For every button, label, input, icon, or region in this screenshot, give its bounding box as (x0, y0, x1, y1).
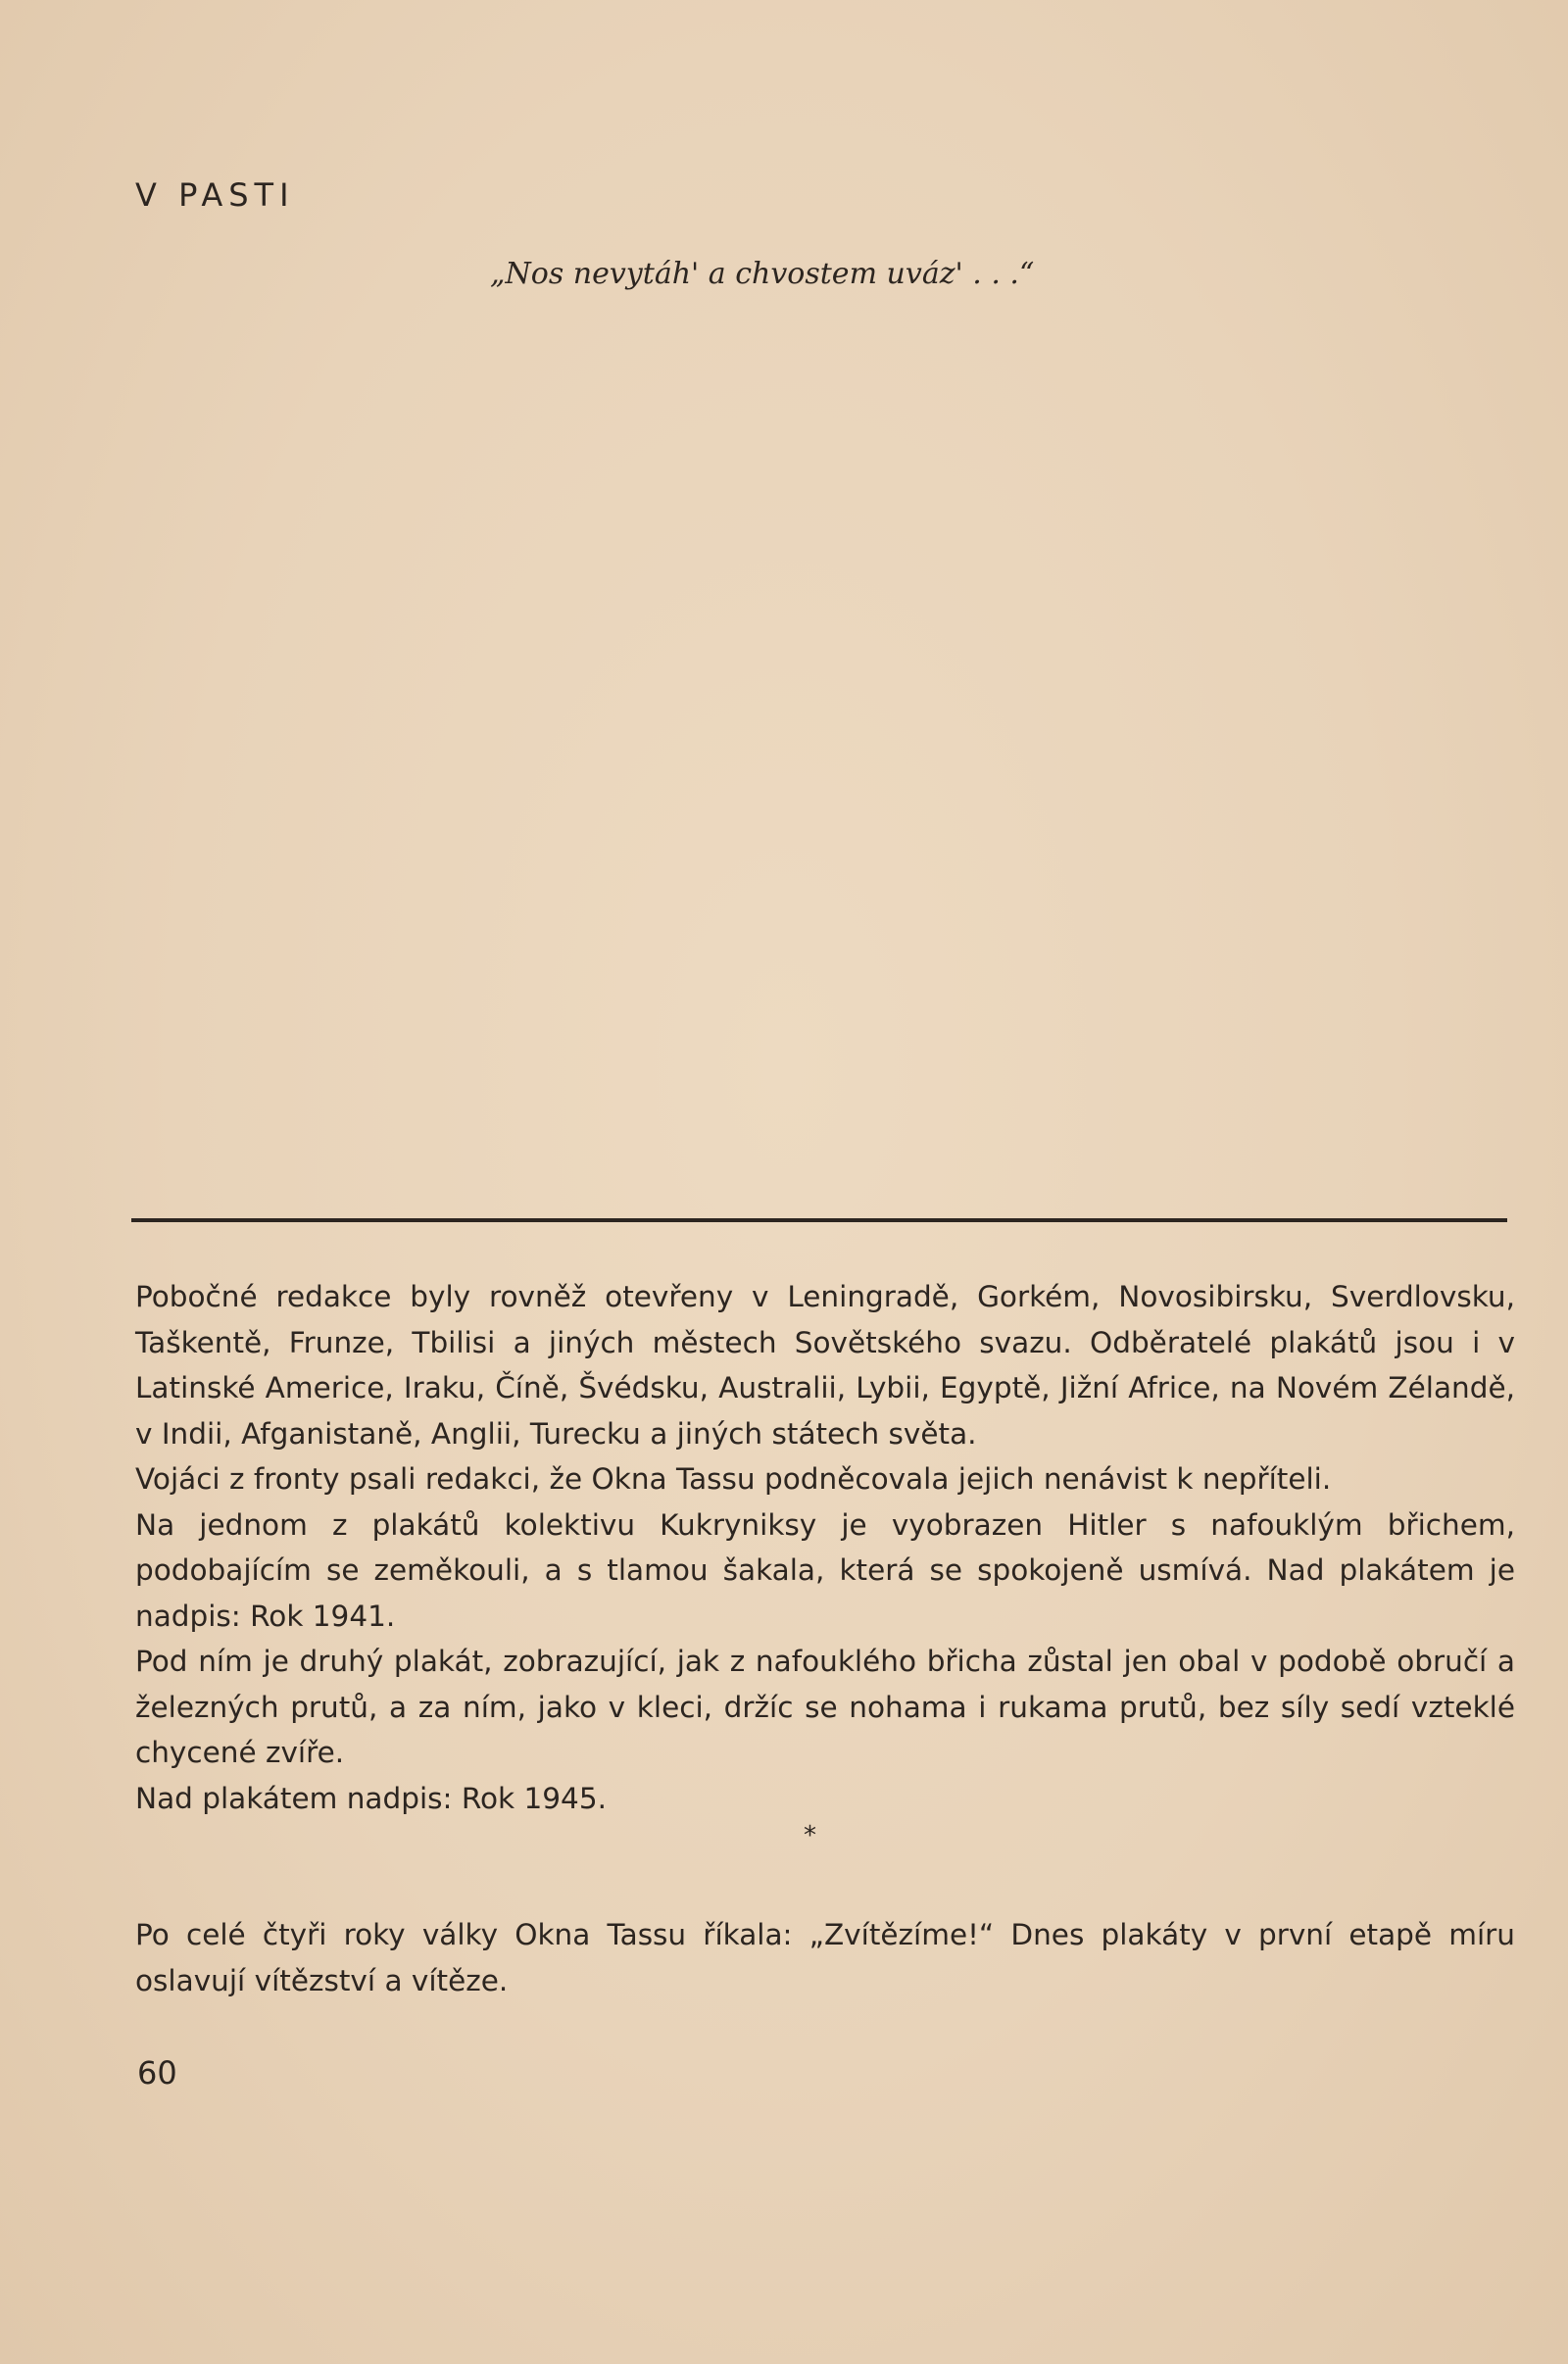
section-rule (131, 1218, 1507, 1222)
paragraph-poster-1945-description: Pod ním je druhý plakát, zobrazující, jak z nafouklého břicha zůstal jen obal v podobě obručí a železných prutů, a za ním, jako v kleci, držíc se nohama i rukama prutů, bez síly sedí vzteklé chycené zvíře. (135, 1645, 1515, 1769)
chapter-heading: V PASTI (135, 176, 295, 214)
paragraph-poster-1941: Na jednom z plakátů kolektivu Kukryniksy je vyobrazen Hitler s nafouklým břichem, podobajícím se zeměkouli, a s tlamou šakala, která se spokojeně usmívá. Nad plakátem je nadpis: Rok 1941. (135, 1507, 1515, 1633)
page-number: 60 (137, 2054, 177, 2092)
paragraph-branch-offices: Pobočné redakce byly rovněž otevřeny v Leningradě, Gorkém, Novosibirsku, Sverdlovsku, Taškentě, Frunze, Tbilisi a jiných městech Sovětského svazu. Odběratelé plakátů jsou i v Latinské Americe, Iraku, Číně, Švédsku, Australii, Lybii, Egyptě, Jižní Africe, na Novém Zélandě, v Indii, Afganistaně, Anglii, Turecku a jiných státech světa. (135, 1280, 1515, 1451)
epigraph: „Nos nevytáh' a chvostem uváz' . . .“ (490, 257, 1035, 291)
paragraph-soldiers: Vojáci z fronty psali redakci, že Okna Tassu podněcovala jejich nenávist k nepříteli. (135, 1462, 1332, 1496)
paragraph-poster-1945-caption: Nad plakátem nadpis: Rok 1945. (135, 1781, 607, 1815)
closing-paragraph: Po celé čtyři roky války Okna Tassu říkala: „Zvítězíme!“ Dnes plakáty v první etapě míru oslavují vítězství a vítěze. (135, 1918, 1515, 1997)
footnote-block (135, 1274, 1515, 1821)
asterisk-separator: * (804, 1821, 816, 1850)
